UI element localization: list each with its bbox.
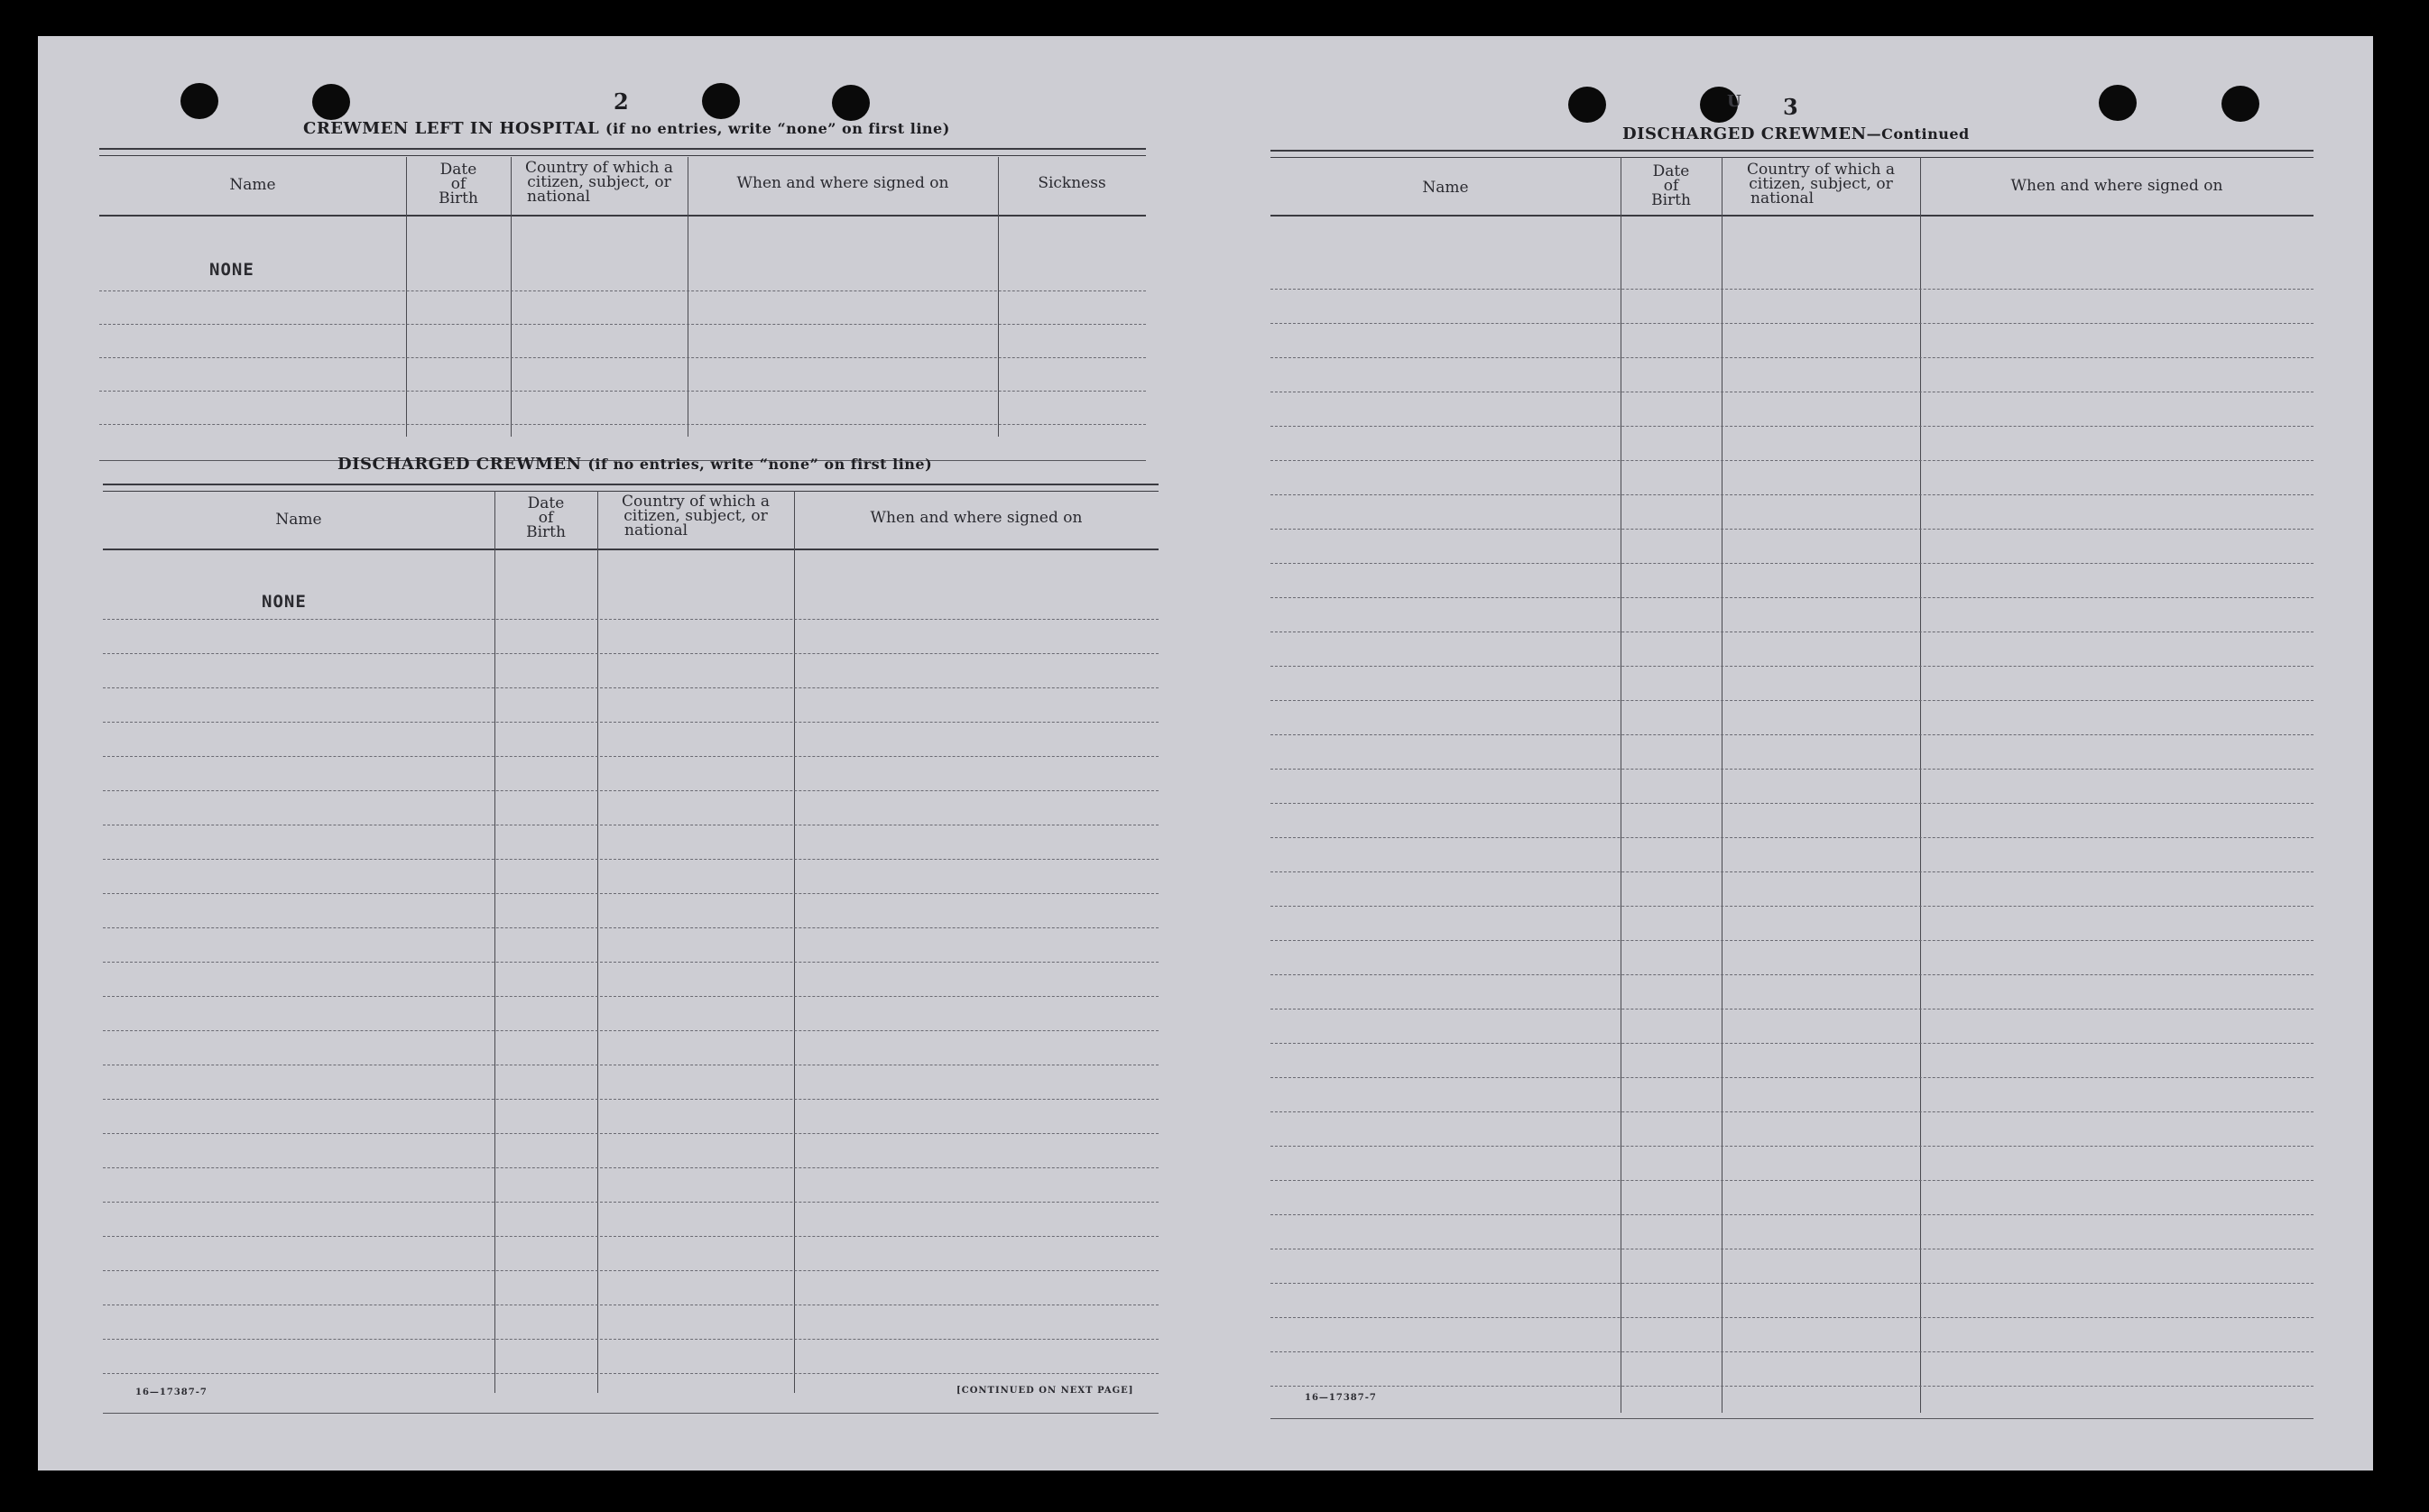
- column-header-name: Name: [275, 511, 322, 529]
- dob-line: Birth: [1651, 191, 1691, 209]
- dob-line: Date: [439, 161, 477, 179]
- country-line: Country of which a: [525, 159, 673, 177]
- section-title-hospital: [303, 119, 950, 138]
- dob-line: Date: [1652, 162, 1690, 180]
- country-line: national: [1750, 189, 1815, 207]
- country-line: national: [624, 521, 688, 539]
- section-title-discharged: [337, 455, 932, 474]
- scanned-sheet: [38, 36, 2373, 1471]
- discharged-title: DISCHARGED CREWMEN: [337, 455, 582, 474]
- hospital-title: CREWMEN LEFT IN HOSPITAL: [303, 119, 600, 138]
- column-header-country: [597, 494, 794, 538]
- column-header-country: [511, 161, 688, 204]
- section-title-discharged-continued: [1622, 124, 1970, 143]
- dob-line: Date: [527, 494, 565, 512]
- column-header-signed-on: When and where signed on: [736, 174, 949, 192]
- country-line: Country of which a: [622, 493, 770, 511]
- country-line: national: [527, 188, 591, 206]
- punch-hole: [1568, 87, 1606, 123]
- dob-line: of: [538, 509, 554, 527]
- hospital-entry: NONE: [209, 260, 254, 280]
- column-header-dob: [1621, 164, 1722, 207]
- dob-line: of: [1663, 177, 1679, 195]
- continued-note: [CONTINUED ON NEXT PAGE]: [956, 1386, 1134, 1396]
- column-header-name: Name: [1422, 179, 1469, 197]
- country-line: citizen, subject, or: [527, 173, 671, 191]
- punch-hole: [2221, 86, 2259, 122]
- country-line: citizen, subject, or: [623, 507, 768, 525]
- continued-title: DISCHARGED CREWMEN: [1622, 124, 1867, 143]
- form-number: 16—17387-7: [1305, 1393, 1377, 1403]
- page-number: 3: [1783, 94, 1798, 120]
- dob-line: Birth: [439, 189, 478, 207]
- page-number: 2: [614, 88, 629, 115]
- discharged-instruction: (if no entries, write “none” on first line): [587, 456, 933, 473]
- punch-hole: [832, 85, 870, 121]
- column-header-signed-on: When and where signed on: [870, 509, 1083, 527]
- form-number: 16—17387-7: [135, 1388, 208, 1397]
- discharged-continued-table: [1270, 150, 2314, 1424]
- discharged-entry: NONE: [262, 592, 307, 612]
- punch-hole: [312, 84, 350, 120]
- column-header-sickness: Sickness: [1038, 174, 1106, 192]
- dob-line: Birth: [526, 523, 566, 541]
- column-header-country: [1722, 162, 1920, 206]
- country-line: Country of which a: [1747, 161, 1895, 179]
- continued-suffix: —Continued: [1866, 125, 1970, 143]
- punch-hole: [702, 83, 740, 119]
- stamp-mark: U: [1727, 92, 1741, 111]
- column-header-dob: [406, 162, 511, 206]
- dob-line: of: [450, 175, 466, 193]
- hospital-table: [99, 148, 1146, 466]
- punch-hole: [2099, 85, 2137, 121]
- country-line: citizen, subject, or: [1749, 175, 1893, 193]
- hospital-instruction: (if no entries, write “none” on first line): [605, 120, 950, 137]
- punch-hole: [180, 83, 218, 119]
- column-header-dob: [494, 496, 597, 539]
- discharged-table: [103, 484, 1159, 1413]
- column-header-signed-on: When and where signed on: [2010, 177, 2223, 195]
- column-header-name: Name: [229, 176, 276, 194]
